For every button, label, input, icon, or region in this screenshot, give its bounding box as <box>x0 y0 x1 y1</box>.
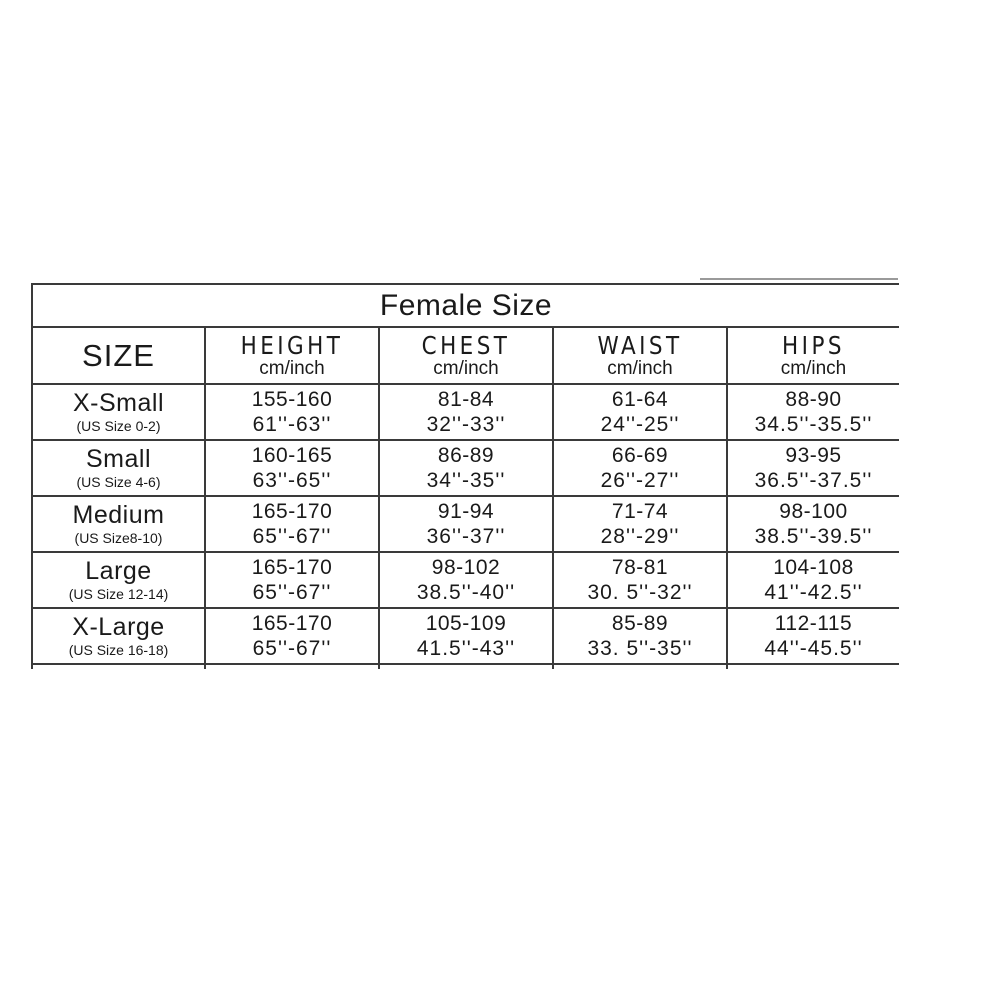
height-inch: 65''-67'' <box>252 637 332 660</box>
tail-cell <box>205 664 379 669</box>
waist-cm: 78-81 <box>611 556 669 579</box>
height-inch: 65''-67'' <box>252 581 332 604</box>
size-cell <box>32 440 205 496</box>
hips-cell <box>727 496 899 552</box>
hips-inch: 34.5''-35.5'' <box>754 413 873 436</box>
size-name: Small <box>85 445 151 473</box>
chest-cm: 105-109 <box>425 612 507 635</box>
chest-inch: 36''-37'' <box>426 525 506 548</box>
size-cell <box>32 496 205 552</box>
tail-cell <box>32 664 205 669</box>
waist-inch: 26''-27'' <box>600 469 680 492</box>
tail-cell <box>727 664 899 669</box>
top-accent-line <box>700 278 898 280</box>
waist-cm: 71-74 <box>611 500 669 523</box>
size-cell <box>32 552 205 608</box>
waist-inch: 24''-25'' <box>600 413 680 436</box>
header-waist <box>553 327 727 384</box>
chest-inch: 34''-35'' <box>426 469 506 492</box>
waist-cm: 61-64 <box>611 388 669 411</box>
header-row <box>32 327 899 384</box>
header-hips <box>727 327 899 384</box>
header-chest-label: CHEST <box>421 330 511 360</box>
chest-cell <box>379 496 553 552</box>
table-row <box>32 496 899 552</box>
waist-inch: 28''-29'' <box>600 525 680 548</box>
header-size <box>32 327 205 384</box>
height-cell <box>205 552 379 608</box>
height-cell <box>205 496 379 552</box>
chest-cell <box>379 440 553 496</box>
height-cm: 165-170 <box>251 556 333 579</box>
size-cell <box>32 608 205 664</box>
chest-cm: 81-84 <box>437 388 495 411</box>
tail-cell <box>553 664 727 669</box>
us-size: (US Size 16-18) <box>68 642 169 658</box>
chest-cell <box>379 552 553 608</box>
height-cm: 155-160 <box>251 388 333 411</box>
height-cm: 160-165 <box>251 444 333 467</box>
table-title: Female Size <box>32 284 899 327</box>
hips-cell <box>727 440 899 496</box>
size-name: X-Small <box>72 389 164 417</box>
chest-inch: 38.5''-40'' <box>416 581 516 604</box>
size-cell <box>32 384 205 440</box>
us-size: (US Size8-10) <box>74 530 163 546</box>
hips-inch: 44''-45.5'' <box>764 637 863 660</box>
hips-cm: 112-115 <box>774 612 853 635</box>
hips-cm: 98-100 <box>779 500 848 523</box>
chest-inch: 41.5''-43'' <box>416 637 516 660</box>
header-height-label: HEIGHT <box>240 330 344 360</box>
header-height <box>205 327 379 384</box>
hips-cell <box>727 552 899 608</box>
waist-inch: 33. 5''-35'' <box>587 637 693 660</box>
us-size: (US Size 0-2) <box>76 418 161 434</box>
header-waist-label: WAIST <box>597 330 683 360</box>
header-hips-label: HIPS <box>782 330 845 360</box>
waist-cm: 85-89 <box>611 612 669 635</box>
height-inch: 63''-65'' <box>252 469 332 492</box>
hips-cm: 93-95 <box>785 444 842 467</box>
chest-cm: 91-94 <box>437 500 495 523</box>
size-name: Medium <box>72 501 165 529</box>
height-cell <box>205 608 379 664</box>
hips-cell <box>727 384 899 440</box>
header-hips-unit: cm/inch <box>780 357 847 379</box>
size-chart-table <box>31 283 899 669</box>
height-cell <box>205 384 379 440</box>
header-size-label: SIZE <box>82 337 155 373</box>
hips-cm: 88-90 <box>785 388 842 411</box>
chest-cell <box>379 384 553 440</box>
table-row <box>32 384 899 440</box>
height-inch: 61''-63'' <box>252 413 332 436</box>
table-row <box>32 608 899 664</box>
us-size: (US Size 12-14) <box>68 586 169 602</box>
waist-inch: 30. 5''-32'' <box>587 581 693 604</box>
height-inch: 65''-67'' <box>252 525 332 548</box>
header-chest <box>379 327 553 384</box>
chest-cell <box>379 608 553 664</box>
chest-inch: 32''-33'' <box>426 413 506 436</box>
height-cm: 165-170 <box>251 500 333 523</box>
height-cell <box>205 440 379 496</box>
us-size: (US Size 4-6) <box>76 474 161 490</box>
waist-cell <box>553 608 727 664</box>
size-name: Large <box>85 557 152 585</box>
table-row <box>32 440 899 496</box>
hips-inch: 41''-42.5'' <box>764 581 863 604</box>
waist-cell <box>553 496 727 552</box>
header-chest-unit: cm/inch <box>433 357 499 379</box>
chest-cm: 98-102 <box>431 556 501 579</box>
waist-cm: 66-69 <box>611 444 669 467</box>
hips-cm: 104-108 <box>773 556 854 579</box>
table-tail <box>32 664 899 669</box>
table-row <box>32 552 899 608</box>
header-height-unit: cm/inch <box>259 357 325 379</box>
hips-inch: 38.5''-39.5'' <box>754 525 873 548</box>
height-cm: 165-170 <box>251 612 333 635</box>
waist-cell <box>553 384 727 440</box>
waist-cell <box>553 552 727 608</box>
waist-cell <box>553 440 727 496</box>
tail-cell <box>379 664 553 669</box>
hips-cell <box>727 608 899 664</box>
hips-inch: 36.5''-37.5'' <box>754 469 873 492</box>
chest-cm: 86-89 <box>437 444 495 467</box>
title-row <box>32 284 899 327</box>
header-waist-unit: cm/inch <box>607 357 673 379</box>
size-name: X-Large <box>72 613 165 641</box>
